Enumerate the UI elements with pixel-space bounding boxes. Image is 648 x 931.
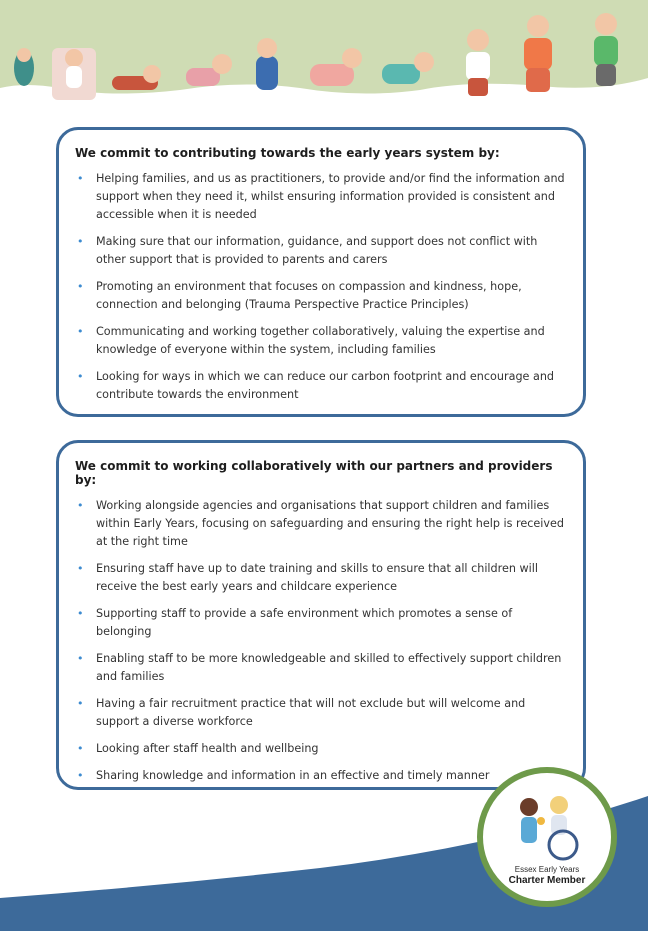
list-item: • Promoting an environment that focuses on compassion and kindness, hope, connection and belonging (Trauma Perspective Practice Principles) bbox=[77, 280, 522, 311]
bullet-icon: • bbox=[77, 235, 84, 248]
bullet-icon: • bbox=[77, 607, 84, 620]
bullet-icon: • bbox=[77, 652, 84, 665]
list-item: • Sharing knowledge and information in an effective and timely manner bbox=[75, 767, 569, 785]
bullet-icon: • bbox=[77, 370, 84, 383]
charter-member-badge bbox=[477, 767, 617, 907]
list-item: • Having a fair recruitment practice that will not exclude but will welcome and support a diverse workforce bbox=[77, 697, 526, 728]
list-item: • Looking after staff health and wellbeing bbox=[75, 740, 569, 758]
running-child-illustration bbox=[594, 13, 618, 86]
list-item: • Communicating and working together collaboratively, valuing the expertise and knowledge of everyone within the system, including families bbox=[77, 325, 545, 356]
bullet-icon: • bbox=[77, 325, 84, 338]
bullet-icon: • bbox=[77, 280, 84, 293]
bullet-icon: • bbox=[77, 697, 84, 710]
list-item: • Supporting staff to provide a safe environment which promotes a sense of belonging bbox=[77, 607, 513, 638]
partner-commitments-list bbox=[75, 497, 569, 785]
bullet-icon: • bbox=[77, 769, 84, 782]
list-item: • Enabling staff to be more knowledgeable and skilled to effectively support children and families bbox=[77, 652, 562, 683]
list-item: • Making sure that our information, guidance, and support does not conflict with other support that is provided to parents and carers bbox=[77, 235, 538, 266]
partner-commitments-heading: We commit to working collaboratively with our partners and providers by: bbox=[75, 459, 553, 487]
system-commitments-heading: We commit to contributing towards the early years system by: bbox=[75, 146, 500, 160]
system-commitments-list bbox=[75, 170, 569, 404]
list-item: • Helping families, and us as practitioners, to provide and/or find the information and support when they need it, whilst ensuring information provided is consistent and accessible when it is needed bbox=[77, 172, 565, 221]
standing-toddler-illustration bbox=[466, 29, 490, 96]
list-item: • Looking for ways in which we can reduce our carbon footprint and encourage and contribute towards the environment bbox=[77, 370, 555, 401]
list-item: • Ensuring staff have up to date training and skills to ensure that all children will receive the best early years and childcare experience bbox=[77, 562, 539, 593]
list-item: • Working alongside agencies and organisations that support children and families within Early Years, focusing on safeguarding and ensuring the right help is received at the right time bbox=[77, 499, 564, 548]
walking-child-illustration bbox=[524, 15, 552, 92]
bullet-icon: • bbox=[77, 499, 84, 512]
badge-subtitle: Essex Early Years bbox=[514, 865, 580, 874]
children-growth-banner bbox=[0, 0, 648, 100]
bullet-icon: • bbox=[77, 172, 84, 185]
partner-commitments-card bbox=[56, 440, 586, 790]
system-commitments-card bbox=[56, 127, 586, 417]
bullet-icon: • bbox=[77, 562, 84, 575]
badge-title: Charter Member bbox=[508, 875, 586, 886]
sitting-baby-illustration bbox=[256, 38, 278, 90]
bullet-icon: • bbox=[77, 742, 84, 755]
baby-on-mat-illustration bbox=[52, 48, 96, 100]
